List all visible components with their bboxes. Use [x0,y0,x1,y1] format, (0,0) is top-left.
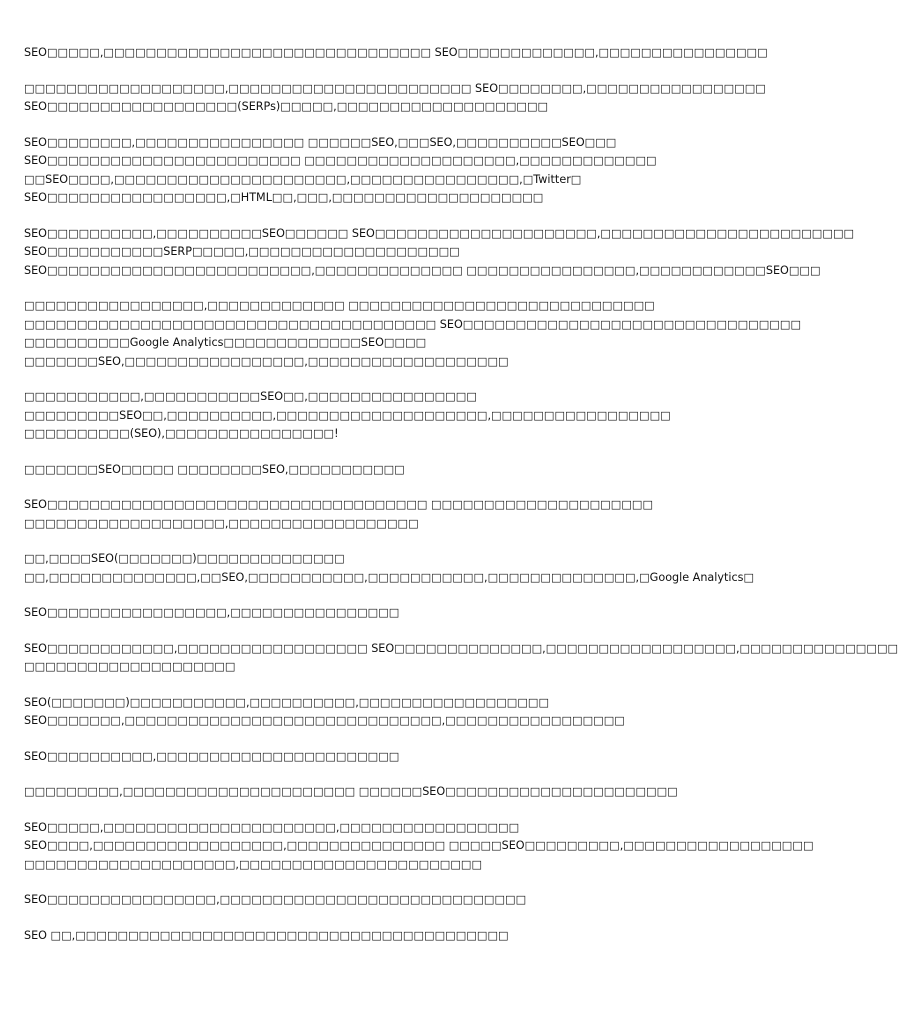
paragraph-line: SEO□□□□□□□□□□□□□□□□□□(SERPs)□□□□□,□□□□□□□□□□□□□□□□□□□□ [24,100,549,113]
paragraph-line: □□,□□□□□□□□□□□□□□,□□SEO,□□□□□□□□□□□,□□□□□□□□□□□,□□□□□□□□□□□□□□,□Google Analytics□ [24,570,755,584]
paragraph [24,225,855,281]
paragraph [24,44,768,63]
paragraph-line: □□□□□□□□□□□,□□□□□□□□□□□SEO□□,□□□□□□□□□□□□□□□□ [24,390,477,403]
paragraph [24,927,704,946]
paragraph-line: □□□□□□□□□□□□□□□□□□□□ [24,660,236,673]
paragraph-line: SEO□□□□□□□,□□□□□□□□□□□□□□□□□□□□□□□□□□□□□□,□□□□□□□□□□□□□□□□□ [24,714,625,727]
paragraph [24,550,755,587]
paragraph-line: SEO□□□□□□□□□□,□□□□□□□□□□□□□□□□□□□□□□□ [24,749,400,763]
paragraph-line: SEO□□□□□□□□□□□□,□□□□□□□□□□□□□□□□□□ SEO□□□□□□□□□□□□□□,□□□□□□□□□□□□□□□□□□,□□□□□□□□□□□□□□□ [24,641,898,655]
document-body [24,44,898,962]
paragraph-line: SEO□□□□□□□□□□□□□□□□,□□□□□□□□□□□□□□□□□□□□□□□□□□□□□ [24,893,527,906]
paragraph-line: □□□□□□□□□□(SEO),□□□□□□□□□□□□□□□□! [24,427,339,440]
paragraph-line: □□□□□□□□□□Google Analytics□□□□□□□□□□□□□SEO□□□□ [24,336,427,349]
paragraph [24,461,704,480]
paragraph [24,748,704,767]
paragraph [24,694,704,731]
paragraph-line: SEO □□,□□□□□□□□□□□□□□□□□□□□□□□□□□□□□□□□□□□□□□□□□ [24,928,509,942]
paragraph-line: SEO□□□□□□□□□□□□□□□□□,□□□□□□□□□□□□□□□□ [24,606,400,619]
paragraph-line: □□□□□□□□□□□□□□□□□□□□□□□□□□□□□□□□□□□□□□□ SEO□□□□□□□□□□□□□□□□□□□□□□□□□□□□□□□□ [24,317,802,331]
paragraph [24,819,814,875]
paragraph [24,80,766,117]
paragraph [24,388,704,444]
paragraph-line: □□□□□□□SEO,□□□□□□□□□□□□□□□□□,□□□□□□□□□□□□□□□□□□□ [24,354,509,368]
paragraph [24,134,704,208]
paragraph [24,604,704,623]
paragraph-line: SEO□□□□□□□□□□□□□□□□□□□□□□□□ □□□□□□□□□□□□□□□□□□□□,□□□□□□□□□□□□□ [24,154,657,167]
paragraph-line: □□,□□□□SEO(□□□□□□□)□□□□□□□□□□□□□□ [24,552,345,565]
paragraph-line: SEO□□□□□,□□□□□□□□□□□□□□□□□□□□□□,□□□□□□□□□□□□□□□□□ [24,820,520,834]
paragraph-line: □□□□□□□□□□□□□□□□□□□,□□□□□□□□□□□□□□□□□□□□□□□ SEO□□□□□□□□,□□□□□□□□□□□□□□□□□ [24,81,766,95]
paragraph-line: SEO□□□□□□□□□□□□□□□□□□□□□□□□□,□□□□□□□□□□□□□□ □□□□□□□□□□□□□□□□,□□□□□□□□□□□□SEO□□□ [24,263,821,277]
paragraph-line: SEO□□□□□□□□,□□□□□□□□□□□□□□□□ □□□□□□SEO,□□□SEO,□□□□□□□□□□SEO□□□ [24,135,617,149]
paragraph-line: □□□□□□□□□SEO□□,□□□□□□□□□□,□□□□□□□□□□□□□□□□□□□□,□□□□□□□□□□□□□□□□□ [24,408,671,422]
paragraph-line: SEO(□□□□□□□)□□□□□□□□□□□,□□□□□□□□□□,□□□□□□□□□□□□□□□□□□ [24,695,550,709]
paragraph-line: SEO□□□□,□□□□□□□□□□□□□□□□□□,□□□□□□□□□□□□□□□ □□□□□SEO□□□□□□□□□,□□□□□□□□□□□□□□□□□□ [24,839,814,852]
paragraph [24,891,704,910]
paragraph-line: □□□□□□□□□□□□□□□□□,□□□□□□□□□□□□□ □□□□□□□□□□□□□□□□□□□□□□□□□□□□□ [24,299,655,312]
paragraph-line: SEO□□□□□,□□□□□□□□□□□□□□□□□□□□□□□□□□□□□□□ SEO□□□□□□□□□□□□□,□□□□□□□□□□□□□□□□ [24,46,768,59]
paragraph-line: □□□□□□□SEO□□□□□ □□□□□□□□SEO,□□□□□□□□□□□ [24,462,405,476]
paragraph-line: □□SEO□□□□,□□□□□□□□□□□□□□□□□□□□□□,□□□□□□□□□□□□□□□□,□Twitter□ [24,172,582,186]
paragraph [24,640,898,677]
paragraph-line: □□□□□□□□□□□□□□□□□□□□,□□□□□□□□□□□□□□□□□□□□□□□ [24,857,483,871]
paragraph-line: SEO□□□□□□□□□□,□□□□□□□□□□SEO□□□□□□ SEO□□□□□□□□□□□□□□□□□□□□□,□□□□□□□□□□□□□□□□□□□□□□□□ [24,226,855,240]
paragraph [24,297,802,371]
paragraph-line: SEO□□□□□□□□□□□SERP□□□□□,□□□□□□□□□□□□□□□□□□□□ [24,245,460,258]
paragraph-line: □□□□□□□□□,□□□□□□□□□□□□□□□□□□□□□□ □□□□□□SEO□□□□□□□□□□□□□□□□□□□□□□ [24,785,678,798]
paragraph-line: SEO□□□□□□□□□□□□□□□□□,□HTML□□,□□□,□□□□□□□□□□□□□□□□□□□□ [24,191,544,204]
paragraph-line: SEO□□□□□□□□□□□□□□□□□□□□□□□□□□□□□□□□□□□□ □□□□□□□□□□□□□□□□□□□□□ [24,498,654,511]
paragraph-line: □□□□□□□□□□□□□□□□□□□,□□□□□□□□□□□□□□□□□□ [24,516,419,530]
paragraph [24,783,704,802]
paragraph [24,496,704,533]
